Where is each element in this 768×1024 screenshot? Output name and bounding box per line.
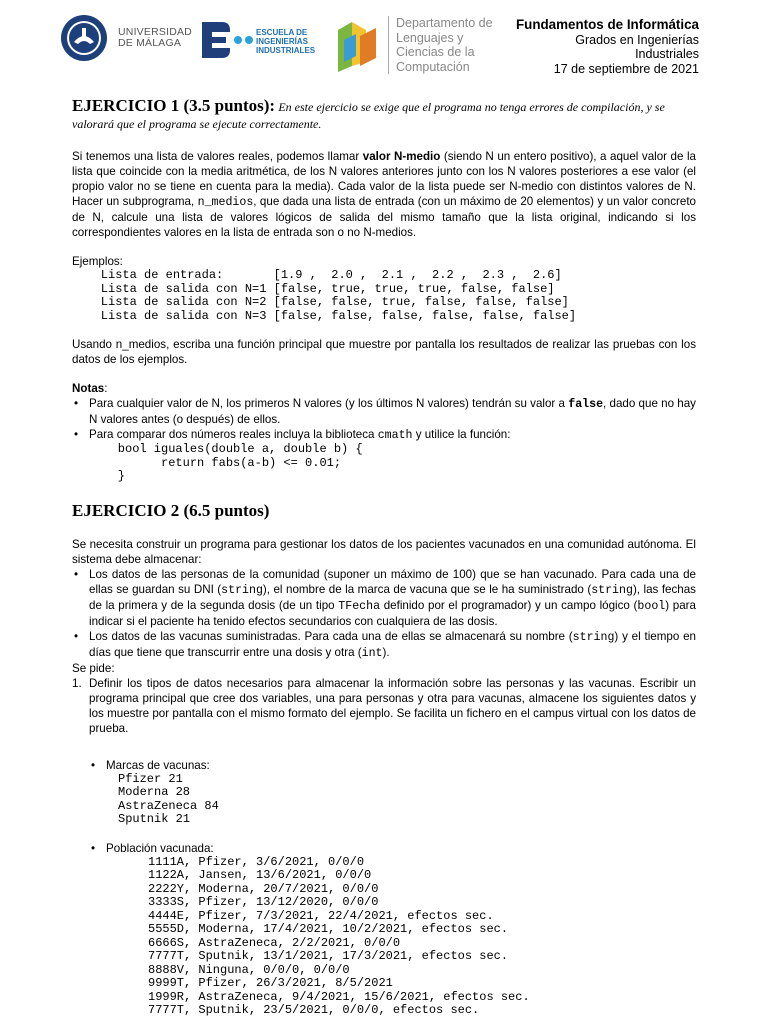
uma-logo — [60, 14, 192, 64]
b1-text-a: Los datos de las personas de la comunidad (suponer un máximo de 100) que se han vacunado. Para cada una de ellas se guardan su DNI ( — [89, 567, 696, 596]
brand-line: AstraZeneca 84 — [118, 798, 219, 813]
brands-section — [72, 758, 696, 773]
example-line: Lista de entrada: [1.9 , 2.0 , 2.1 , 2.2 , 2.3 , 2.6] — [72, 268, 562, 282]
examples-block — [72, 269, 696, 323]
example-line: Lista de salida con N=1 [false, true, true, true, false, false] — [72, 281, 555, 296]
code-line: } — [89, 469, 126, 483]
b2-code-1: string — [572, 630, 615, 644]
uma-name-line2: DE MÁLAGA — [118, 37, 182, 49]
note1-code: false — [568, 398, 604, 411]
population-section — [72, 841, 696, 856]
dept-line2: Lenguajes y — [396, 30, 464, 45]
example-line: Lista de salida con N=2 [false, false, true, false, false, false] — [72, 295, 569, 309]
notes-label-text: Notas — [72, 382, 105, 395]
b1-text-c: ), las fechas de la primera y de la segunda dosis (de un tipo — [89, 582, 696, 612]
uma-name-line1: UNIVERSIDAD — [118, 26, 192, 38]
notes-label — [72, 381, 696, 396]
eii-line2: INGENIERÍAS — [256, 37, 309, 46]
examples-label: Ejemplos: — [72, 255, 123, 268]
ex2-heading — [72, 501, 696, 520]
brands-label: • Marcas de vacunas: — [89, 758, 696, 773]
population-line: 8888V, Ninguna, 0/0/0, 0/0/0 — [148, 962, 350, 977]
note2-text: Para comparar dos números reales incluya la biblioteca — [89, 428, 378, 441]
ex2-title: EJERCICIO 2 (6.5 puntos) — [72, 500, 270, 520]
note-item — [72, 396, 696, 427]
ex2-storage-list — [72, 567, 696, 661]
b1-text-b: ), el nombre de la marca de vacuna que se le ha suministrado ( — [262, 582, 592, 596]
ex1-func-name: n_medios — [197, 196, 254, 209]
b2-code-2: int — [361, 646, 383, 660]
b1-code-4: bool — [637, 599, 666, 613]
degree-line1: Grados en Ingenierías — [575, 32, 699, 47]
population-line: 1111A, Pfizer, 3/6/2021, 0/0/0 — [148, 854, 365, 869]
brands-block — [72, 773, 696, 827]
se-pide-label: Se pide: — [72, 661, 115, 675]
population-line: 9999T, Pfizer, 26/3/2021, 8/5/2021 — [148, 976, 393, 990]
b1-code-1: string — [221, 583, 263, 597]
population-block — [72, 856, 696, 1018]
dept-line4: Computación — [396, 59, 470, 74]
b1-text-e: ) para indicar si el paciente ha tenido efectos secundarios con cualquiera de las dosis. — [89, 598, 696, 628]
degree-line2: Industriales — [635, 47, 699, 61]
dept-cube-icon — [332, 16, 384, 74]
b2-text-b: ) y el tiempo en días que tiene que transcurrir entre una dosis y otra ( — [89, 629, 697, 659]
eii-mark-icon — [200, 20, 256, 60]
ex1-paragraph-2: Usando n_medios, escriba una función principal que muestre por pantalla los resultados de realizar las pruebas con los datos de los ejemplos. — [72, 338, 696, 366]
ex1-term-bold: valor N-medio — [362, 150, 441, 163]
code-line: bool iguales(double a, double b) { — [89, 442, 363, 456]
ex1-p1-text-b: (siendo N un entero positivo), a aquel valor de la lista que coincide con la media aritmética, de los N valores anteriores junto con los N valores posteriores a ese valor (el propio valor no se tiene en cuenta para la media). Cada valor de la lista puede ser N-medio con distintos valores de N. Hacer un subprograma, — [72, 150, 696, 208]
ex2-paragraph: Se necesita construir un programa para gestionar los datos de los pacientes vacunados en una comunidad autónoma. El sistema debe almacenar: — [72, 537, 696, 566]
population-line: 1122A, Jansen, 13/6/2021, 0/0/0 — [148, 868, 372, 882]
note-item — [72, 427, 696, 443]
function-code-block — [72, 443, 696, 484]
b1-text-d: definido por el programador) y un campo lógico ( — [380, 598, 638, 612]
population-label: • Población vacunada: — [89, 841, 696, 856]
note2-code: cmath — [377, 429, 413, 442]
b2-text-a: Los datos de las vacunas suministradas. Para cada una de ellas se almacenará su nombre ( — [89, 629, 573, 643]
population-line: 7777T, Sputnik, 23/5/2021, 0/0/0, efectos sec. — [148, 1003, 480, 1017]
storage-item — [72, 567, 696, 629]
code-line: return fabs(a-b) <= 0.01; — [89, 455, 342, 470]
notes-colon: : — [104, 382, 108, 395]
ex1-heading — [72, 96, 696, 133]
dept-line1: Departamento de — [396, 16, 493, 30]
note2-text-b: y utilice la función: — [412, 428, 511, 441]
dept-logo — [330, 14, 505, 76]
population-line: 1999R, AstraZeneca, 9/4/2021, 15/6/2021, efectos sec. — [148, 989, 530, 1004]
ex1-title: EJERCICIO 1 (3.5 puntos): — [72, 96, 276, 115]
b2-text-c: ). — [382, 645, 390, 659]
dept-divider — [388, 16, 389, 74]
exam-date: 17 de septiembre de 2021 — [553, 61, 699, 76]
dept-line3: Ciencias de la — [396, 45, 475, 59]
note1-text-b: , dado que no hay N valores antes (o después) de ellos. — [89, 397, 696, 426]
eii-line3: INDUSTRIALES — [256, 46, 316, 55]
task-number: 1. — [72, 676, 82, 690]
storage-item — [72, 629, 696, 661]
b1-code-2: string — [591, 583, 633, 597]
university-seal-icon — [60, 14, 108, 62]
b1-code-3: TFecha — [338, 599, 381, 613]
example-line: Lista de salida con N=3 [false, false, false, false, false, false] — [72, 308, 577, 323]
ex1-subtitle: En este ejercicio se exige que el programa no tenga errores de compilación, y se valorará que el programa se ejecute correctamente. — [72, 100, 665, 131]
population-line: 3333S, Pfizer, 13/12/2020, 0/0/0 — [148, 895, 379, 909]
brand-line: Moderna 28 — [118, 785, 191, 799]
task-text: Definir los tipos de datos necesarios para almacenar la información sobre las personas y las vacunas. Escribir un programa principal que cree dos variables, una para personas y otra para vacunas, almacene los siguientes datos y los muestre por pantalla con el mismo formato del ejemplo. Se facilita un fichero en el campus virtual con los datos de prueba. — [89, 676, 696, 735]
brand-line: Sputnik 21 — [118, 812, 191, 826]
population-line: 5555D, Moderna, 17/4/2021, 10/2/2021, efectos sec. — [148, 922, 509, 936]
population-line: 6666S, AstraZeneca, 2/2/2021, 0/0/0 — [148, 935, 401, 950]
ex1-p1-text-c: , que dada una lista de entrada (con un máximo de 20 elementos) y un valor concreto de N, calcule una lista de valores lógicos de salida del mismo tamaño que la lista original, indicando si los correspondientes valores en la lista de entrada son o no N-medios. — [72, 195, 696, 239]
notes-list — [72, 396, 696, 443]
eii-line1: ESCUELA DE — [256, 28, 308, 37]
population-line: 4444E, Pfizer, 7/3/2021, 22/4/2021, efectos sec. — [148, 908, 494, 923]
task-item-1 — [72, 676, 696, 736]
course-header — [516, 18, 699, 76]
population-line: 2222Y, Moderna, 20/7/2021, 0/0/0 — [148, 881, 379, 896]
note1-text: Para cualquier valor de N, los primeros N valores (y los últimos N valores) tendrán su valor a — [89, 397, 569, 410]
eii-logo — [200, 20, 320, 60]
course-title: Fundamentos de Informática — [515, 17, 699, 32]
ex1-p1-text: Si tenemos una lista de valores reales, podemos llamar — [72, 150, 363, 163]
brand-line: Pfizer 21 — [118, 771, 183, 786]
population-line: 7777T, Sputnik, 13/1/2021, 17/3/2021, efectos sec. — [148, 949, 509, 963]
ex1-paragraph — [72, 149, 696, 240]
exam-body — [72, 96, 696, 1018]
